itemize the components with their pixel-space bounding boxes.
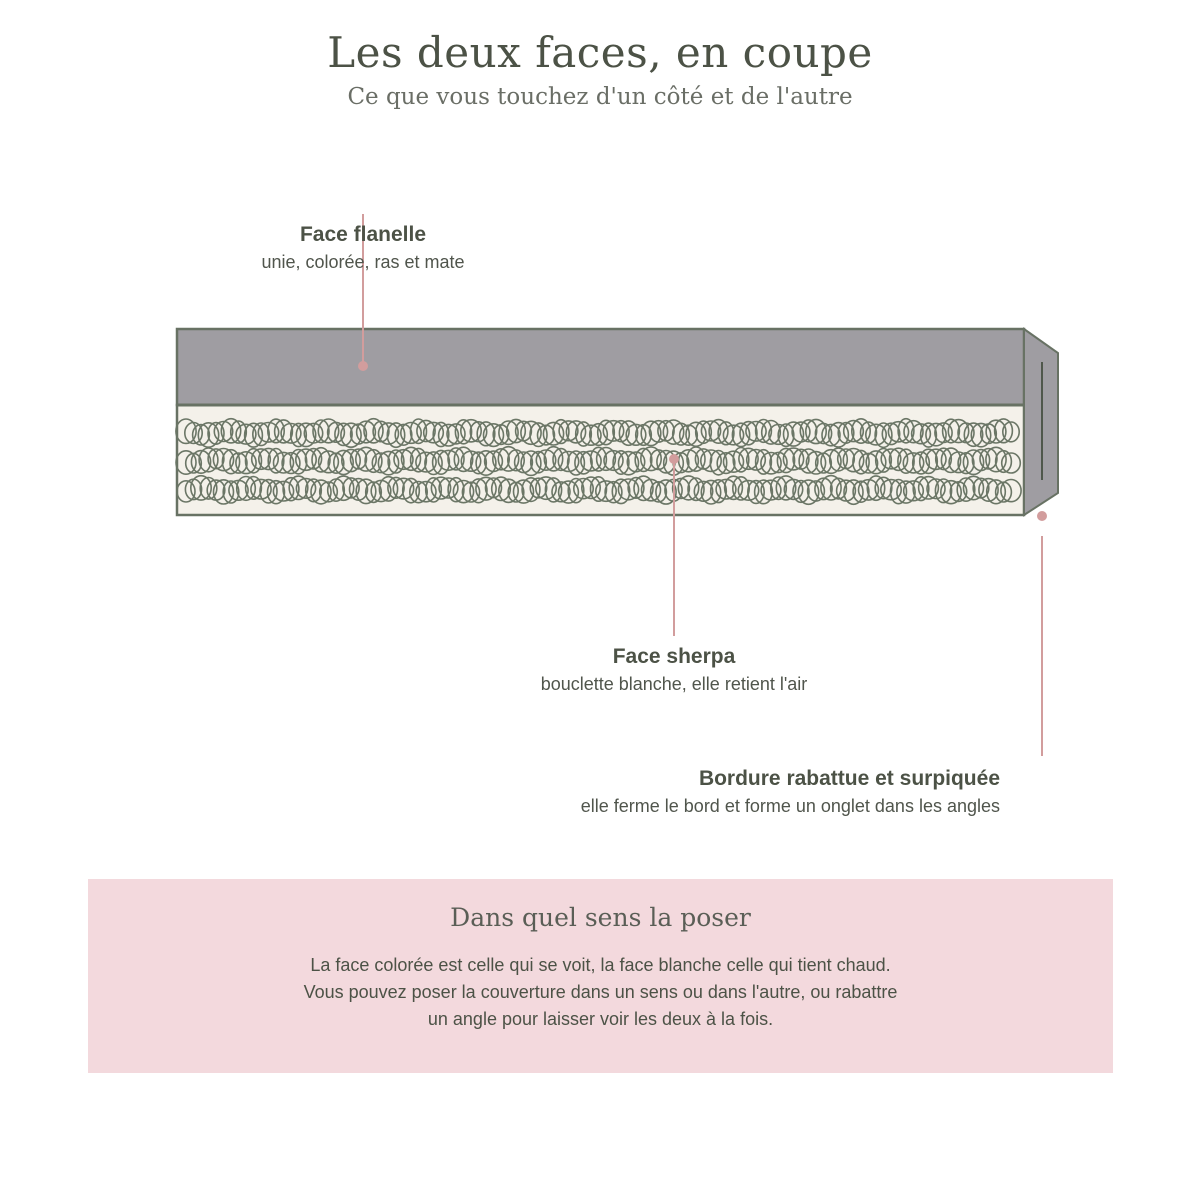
flannel-layer — [177, 329, 1024, 405]
leader-dot-border — [1037, 511, 1047, 521]
label-sherpa-name: Face sherpa — [612, 645, 736, 668]
label-flannel-desc: unie, colorée, ras et mate — [261, 252, 465, 272]
leader-dot-sherpa — [669, 454, 679, 464]
label-sherpa — [474, 643, 874, 697]
label-sherpa-desc: bouclette blanche, elle retient l'air — [540, 674, 808, 694]
page-title: Les deux faces, en coupe — [327, 28, 873, 77]
label-border-name: Bordure rabattue et surpiquée — [698, 767, 1000, 790]
usage-note-title: Dans quel sens la poser — [450, 903, 751, 932]
page-subtitle: Ce que vous touchez d'un côté et de l'autre — [347, 84, 853, 110]
label-border — [480, 765, 1000, 819]
usage-note-line: Vous pouvez poser la couverture dans un sens ou dans l'autre, ou rabattre — [303, 982, 898, 1002]
usage-note-line: un angle pour laisser voir les deux à la fois. — [427, 1009, 774, 1029]
leader-dot-flannel — [358, 361, 368, 371]
usage-note — [88, 879, 1113, 1073]
usage-note-line: La face colorée est celle qui se voit, la face blanche celle qui tient chaud. — [310, 955, 891, 975]
label-border-desc: elle ferme le bord et forme un onglet dans les angles — [580, 796, 1000, 816]
label-flannel-name: Face flanelle — [299, 223, 427, 246]
usage-note-body — [251, 952, 951, 1033]
label-flannel — [213, 221, 513, 275]
